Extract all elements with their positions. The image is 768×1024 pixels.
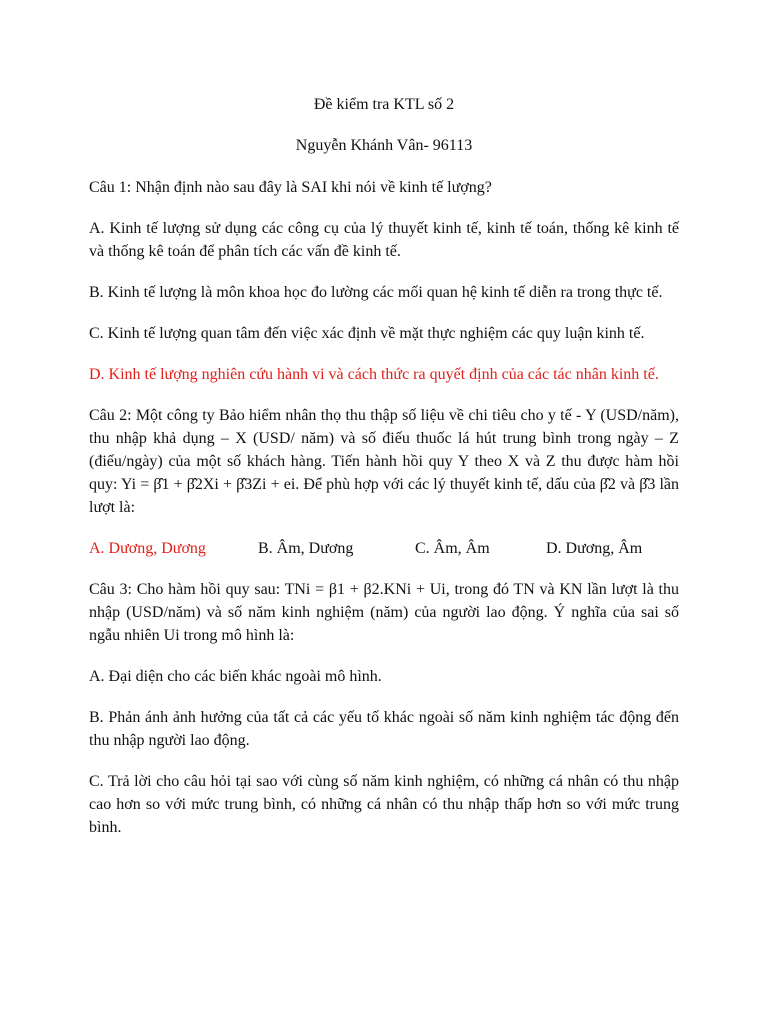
question-1: Câu 1: Nhận định nào sau đây là SAI khi nói về kinh tế lượng?	[89, 179, 492, 196]
question-3: Câu 3: Cho hàm hồi quy sau: TNi = β1 + β2.KNi + Ui, trong đó TN và KN lần lượt là thu nhập (USD/năm) và số năm kinh nghiệm (năm) của người lao động. Ý nghĩa của sai số ngẫu nhiên Ui trong mô hình là:	[89, 581, 679, 644]
question-1-option-d-answer: D. Kinh tế lượng nghiên cứu hành vi và cách thức ra quyết định của các tác nhân kinh tế.	[89, 366, 659, 383]
question-2-option-a-answer: A. Dương, Dương	[89, 540, 206, 557]
document-page	[89, 94, 679, 857]
question-2: Câu 2: Một công ty Bảo hiểm nhân thọ thu thập số liệu về chi tiêu cho y tế - Y (USD/năm), thu nhập khả dụng – X (USD/ năm) và số điếu thuốc lá hút trung bình trong ngày – Z (điếu/ngày) của một số khách hàng. Tiến hành hồi quy Y theo X và Z thu được hàm hồi quy: Yi = β̂1 + β̂2Xi + β̂3Zi + ei. Để phù hợp với các lý thuyết kinh tế, dấu của β̂2 và β̂3 lần lượt là:	[89, 407, 679, 516]
question-2-option-c: C. Âm, Âm	[415, 540, 490, 557]
document-title: Đề kiểm tra KTL số 2	[313, 96, 455, 113]
question-3-option-a: A. Đại diện cho các biến khác ngoài mô hình.	[89, 668, 382, 685]
question-3-option-c: C. Trả lời cho câu hỏi tại sao với cùng số năm kinh nghiệm, có những cá nhân có thu nhập cao hơn so với mức trung bình, có những cá nhân có thu nhập thấp hơn so với mức trung bình.	[89, 773, 679, 836]
question-3-option-b: B. Phản ánh ảnh hưởng của tất cả các yếu tố khác ngoài số năm kinh nghiệm tác động đến thu nhập người lao động.	[89, 709, 679, 749]
question-1-option-b: B. Kinh tế lượng là môn khoa học đo lường các mối quan hệ kinh tế diễn ra trong thực tế.	[89, 284, 663, 301]
document-author: Nguyễn Khánh Vân- 96113	[295, 137, 473, 154]
question-2-option-d: D. Dương, Âm	[546, 540, 643, 557]
question-1-option-c: C. Kinh tế lượng quan tâm đến việc xác định về mặt thực nghiệm các quy luận kinh tế.	[89, 325, 645, 342]
question-2-options	[89, 537, 679, 560]
question-2-option-b: B. Âm, Dương	[258, 540, 354, 557]
question-1-option-a: A. Kinh tế lượng sử dụng các công cụ của lý thuyết kinh tế, kinh tế toán, thống kê kinh tế và thống kê toán để phân tích các vấn đề kinh tế.	[89, 220, 679, 260]
